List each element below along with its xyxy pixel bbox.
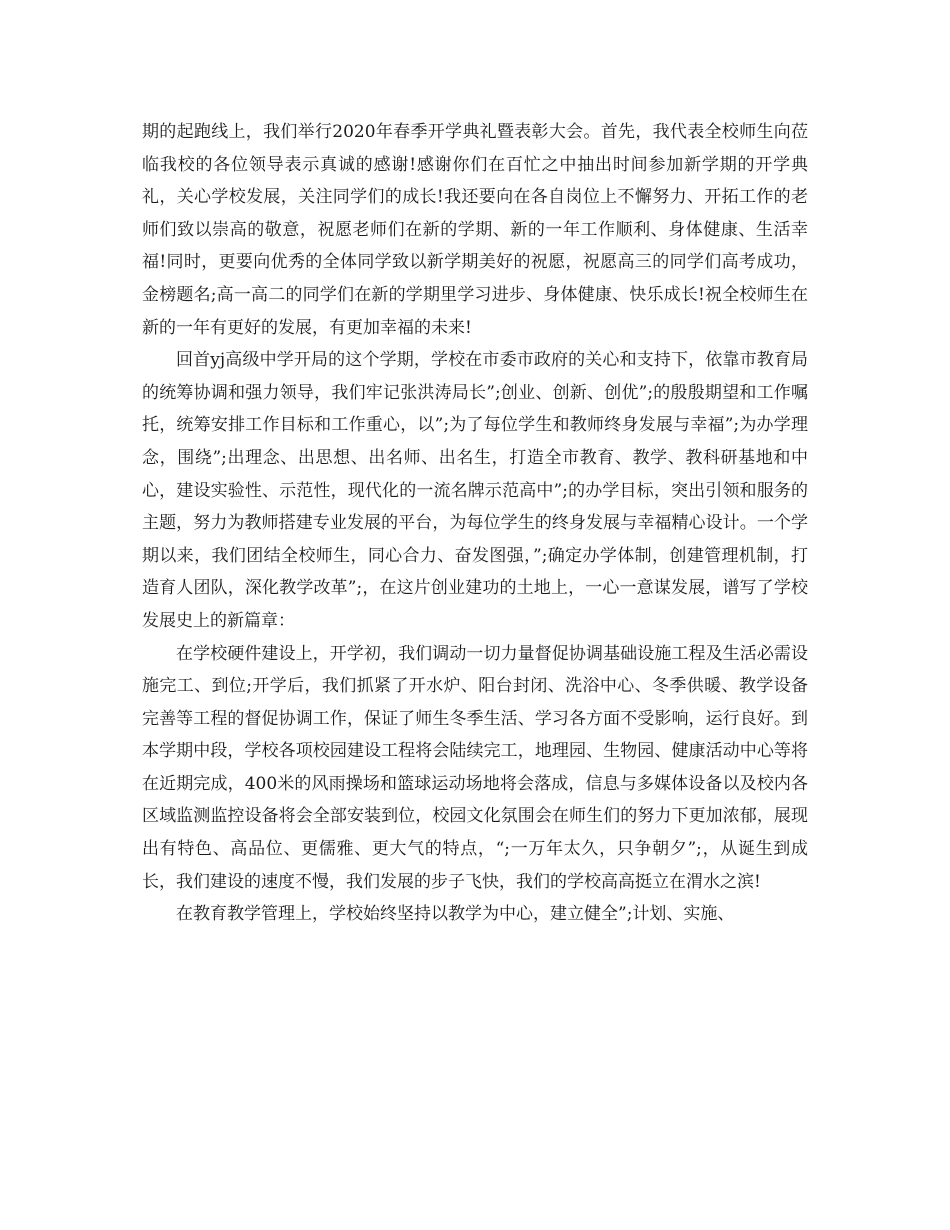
paragraph-2: 回首yj高级中学开局的这个学期，学校在市委市政府的关心和支持下，依靠市教育局的统筹协调和强力领导，我们牢记张洪涛局长”;创业、创新、创优”;的殷殷期望和工作嘱托，统筹安排工作目标和工作重心，以”;为了每位学生和教师终身发展与幸福”;为办学理念，围绕”;出理念、出思想、出名师、出名生，打造全市教育、教学、教科研基地和中心，建设实验性、示范性，现代化的一流名牌示范高中”;的办学目标，突出引领和服务的主题，努力为教师搭建专业发展的平台，为每位学生的终身发展与幸福精心设计。一个学期以来，我们团结全校师生，同心合力、奋发图强，”;确定办学体制，创建管理机制，打造育人团队，深化教学改革”;，在这片创业建功的土地上，一心一意谋发展，谱写了学校发展史上的新篇章： <box>142 350 808 631</box>
paragraph-3: 在学校硬件建设上，开学初，我们调动一切力量督促协调基础设施工程及生活必需设施完工、到位;开学后，我们抓紧了开水炉、阳台封闭、洗浴中心、冬季供暖、教学设备完善等工程的督促协调工作，保证了师生冬季生活、学习各方面不受影响，运行良好。到本学期中段，学校各项校园建设工程将会陆续完工，地理园、生物园、健康活动中心等将在近期完成，400米的风雨操场和篮球运动场地将会落成，信息与多媒体设备以及校内各区域监测监控设备将会全部安装到位，校园文化氛围会在师生们的努力下更加浓郁，展现出有特色、高品位、更儒雅、更大气的特点，“;一万年太久，只争朝夕”;，从诞生到成长，我们建设的速度不慢，我们发展的步子飞快，我们的学校高高挺立在渭水之滨! <box>142 643 808 892</box>
paragraph-4: 在教育教学管理上，学校始终坚持以教学为中心，建立健全”;计划、实施、 <box>176 904 735 925</box>
paragraph-1: 期的起跑线上，我们举行2020年春季开学典礼暨表彰大会。首先，我代表全校师生向莅临我校的各位领导表示真诚的感谢!感谢你们在百忙之中抽出时间参加新学期的开学典礼，关心学校发展，关注同学们的成长!我还要向在各自岗位上不懈努力、开拓工作的老师们致以崇高的敬意，祝愿老师们在新的学期、新的一年工作顺利、身体健康、生活幸福!同时，更要向优秀的全体同学致以新学期美好的祝愿，祝愿高三的同学们高考成功，金榜题名;高一高二的同学们在新的学期里学习进步、身体健康、快乐成长!祝全校师生在新的一年有更好的发展，有更加幸福的未来! <box>142 122 808 338</box>
document-body <box>142 116 808 931</box>
